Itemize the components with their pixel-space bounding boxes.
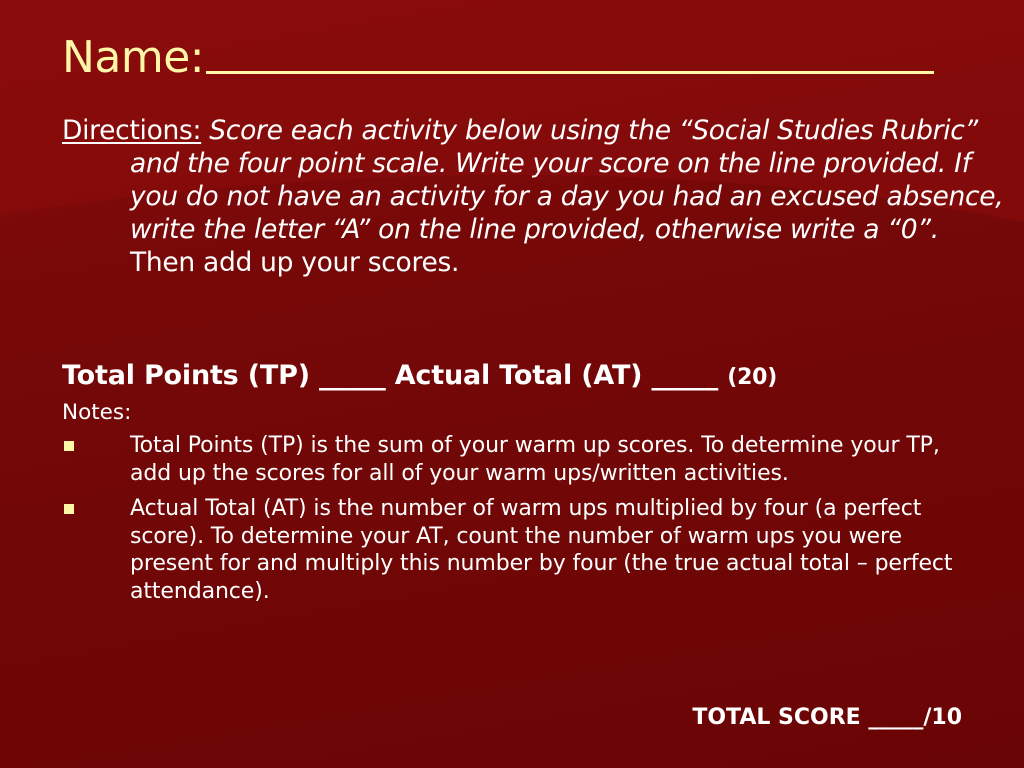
square-bullet-icon [64, 441, 74, 451]
directions-paragraph [62, 114, 1010, 279]
name-title [62, 28, 934, 88]
square-bullet-icon [64, 504, 74, 514]
note-text: Total Points (TP) is the sum of your warm up scores. To determine your TP, add up the scores for all of your warm ups/written activities. [130, 433, 940, 486]
notes-label: Notes: [62, 400, 132, 425]
total-score: TOTAL SCORE _____/10 [692, 705, 962, 730]
directions-instructions: Score each activity below using the “Social Studies Rubric” and the four point scale. Write your score on the line provided. If you do not have an activity for a day you had an excused absence, write the letter “A” on the line provided, otherwise write a “0”. [130, 115, 1004, 245]
note-text: Actual Total (AT) is the number of warm ups multiplied by four (a perfect score). To determine your AT, count the number of warm ups you were present for and multiply this number by four (the true actual total – perfect attendance). [130, 496, 953, 604]
note-item [62, 432, 962, 487]
notes-list [62, 432, 962, 613]
name-underline [206, 71, 934, 74]
totals-text: Total Points (TP) _____ Actual Total (AT) _____ [62, 360, 719, 391]
totals-max: (20) [727, 365, 778, 390]
note-item [62, 495, 962, 605]
name-label: Name: [62, 32, 205, 83]
directions-label: Directions: [62, 115, 202, 146]
directions-final-instruction: Then add up your scores. [130, 247, 460, 278]
totals-line [62, 358, 982, 396]
